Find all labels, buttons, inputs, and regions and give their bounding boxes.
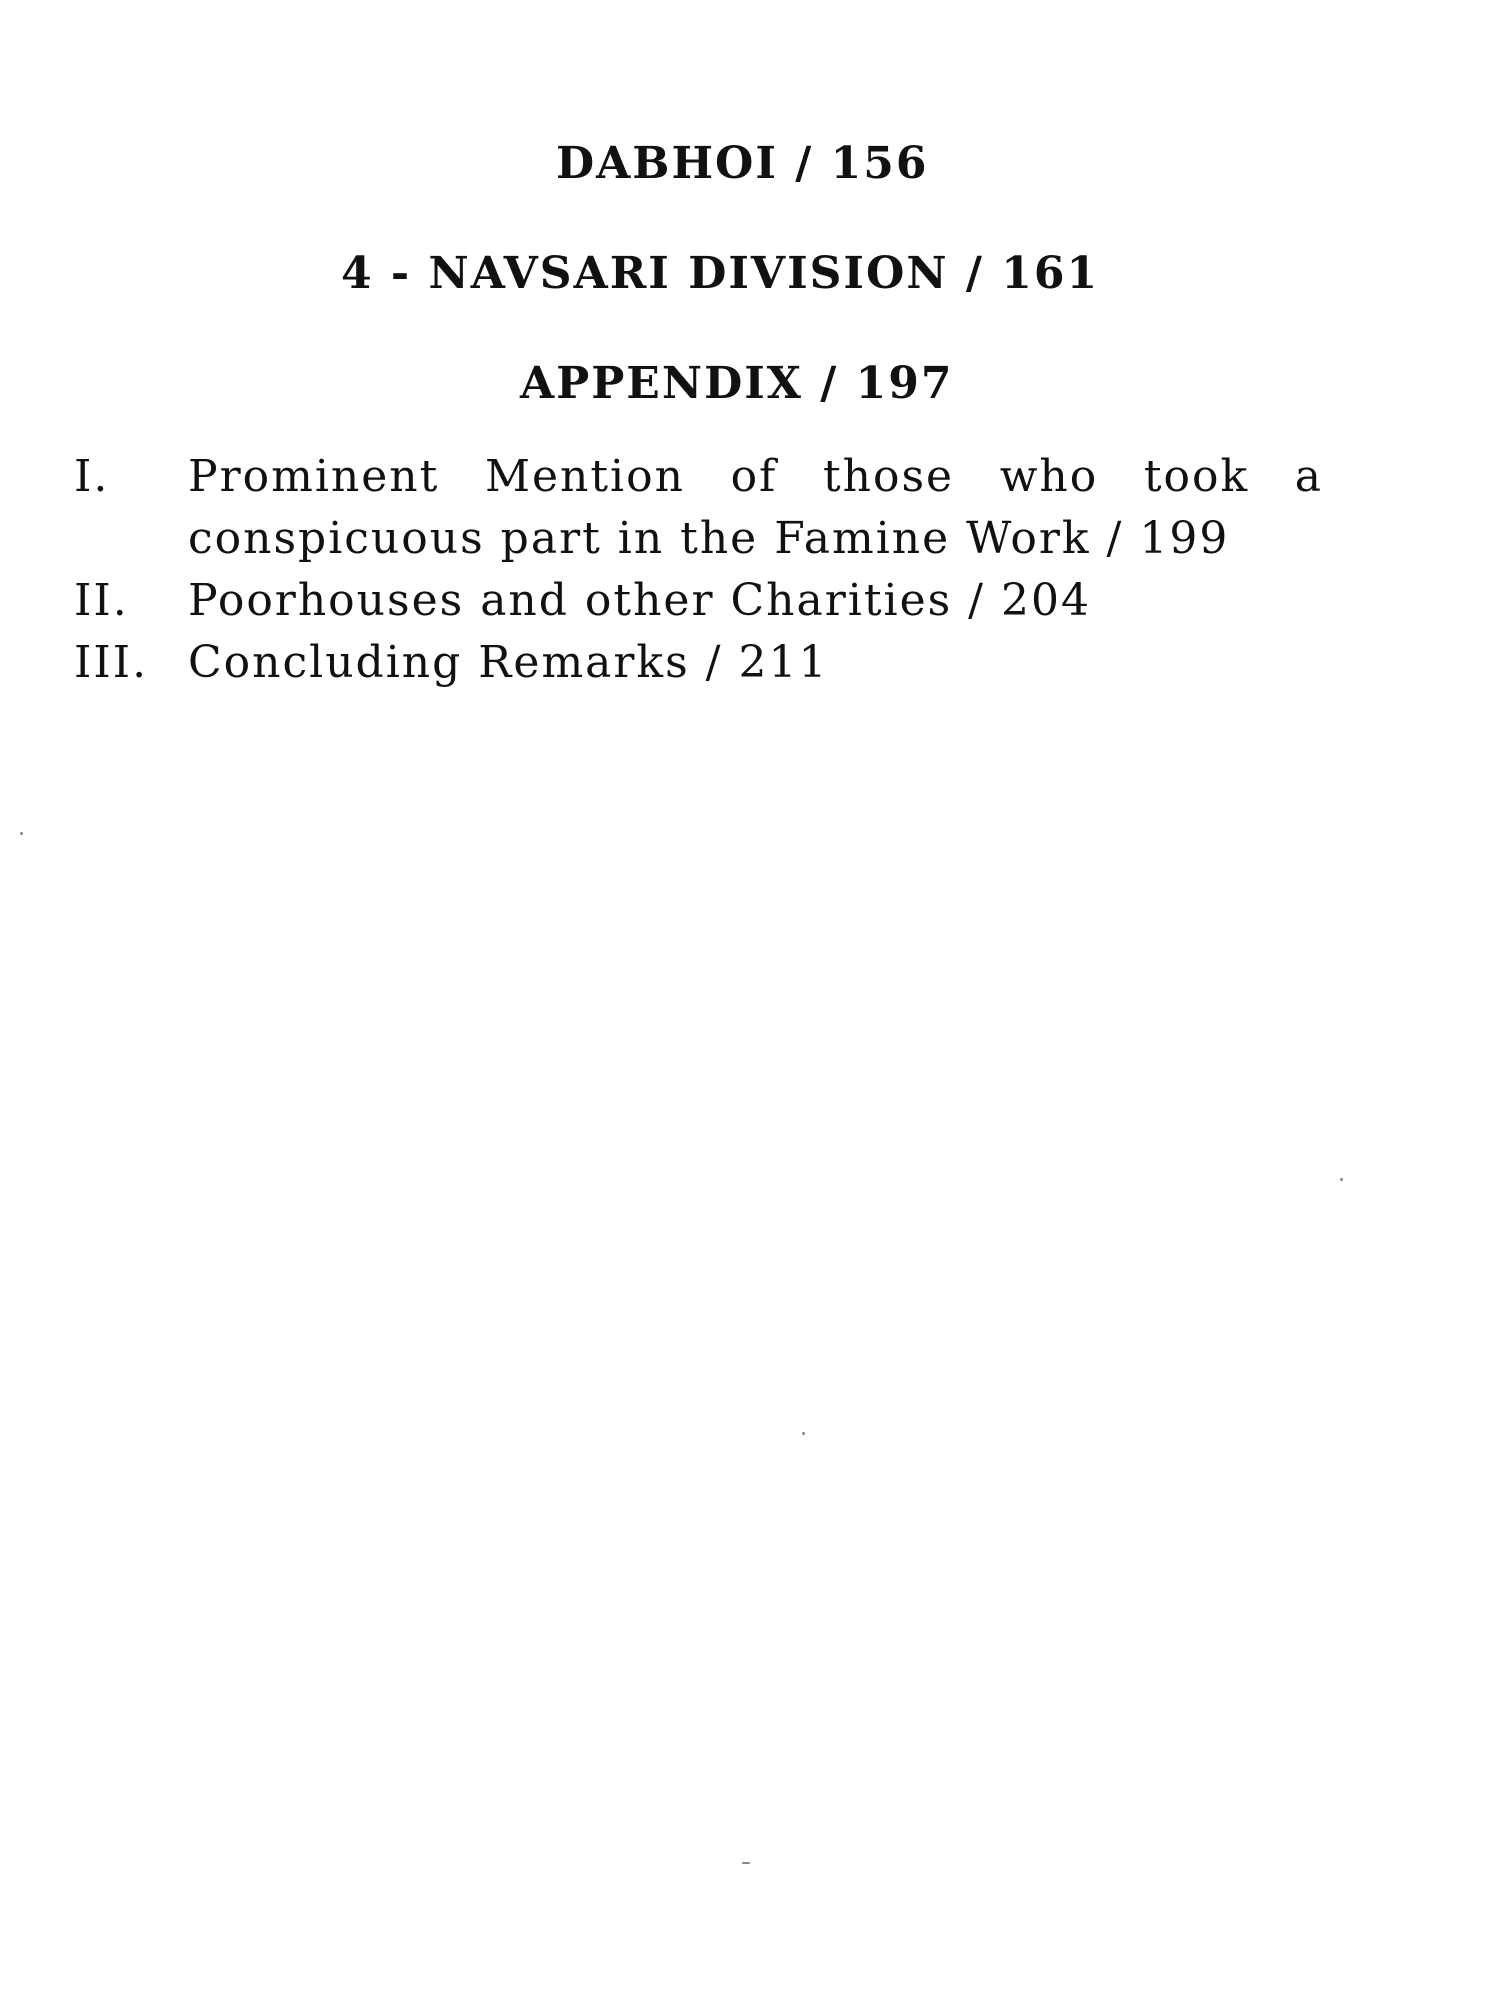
appendix-entry-1 xyxy=(74,446,1474,570)
scan-speck xyxy=(742,1862,750,1864)
entry-text xyxy=(188,570,1474,632)
appendix-entries xyxy=(74,446,1474,694)
heading-dabhoi: DABHOI / 156 xyxy=(556,138,929,189)
entry-number: I. xyxy=(74,451,110,502)
appendix-entry-3 xyxy=(74,632,1474,694)
entry-line: Poorhouses and other Charities / 204 xyxy=(188,575,1091,626)
heading-appendix: APPENDIX / 197 xyxy=(520,358,954,409)
scan-speck xyxy=(802,1432,805,1435)
entry-line: Concluding Remarks / 211 xyxy=(188,637,829,688)
scan-speck xyxy=(20,832,23,835)
appendix-entry-2 xyxy=(74,570,1474,632)
entry-line: conspicuous part in the Famine Work / 199 xyxy=(188,513,1230,564)
entry-text xyxy=(188,446,1474,570)
heading-navsari-division: 4 - NAVSARI DIVISION / 161 xyxy=(341,248,1100,299)
entry-number: III. xyxy=(74,637,149,688)
entry-number: II. xyxy=(74,575,129,626)
entry-line: Prominent Mention of those who took a xyxy=(188,451,1323,502)
scan-speck xyxy=(1340,1178,1343,1181)
entry-text xyxy=(188,632,1474,694)
